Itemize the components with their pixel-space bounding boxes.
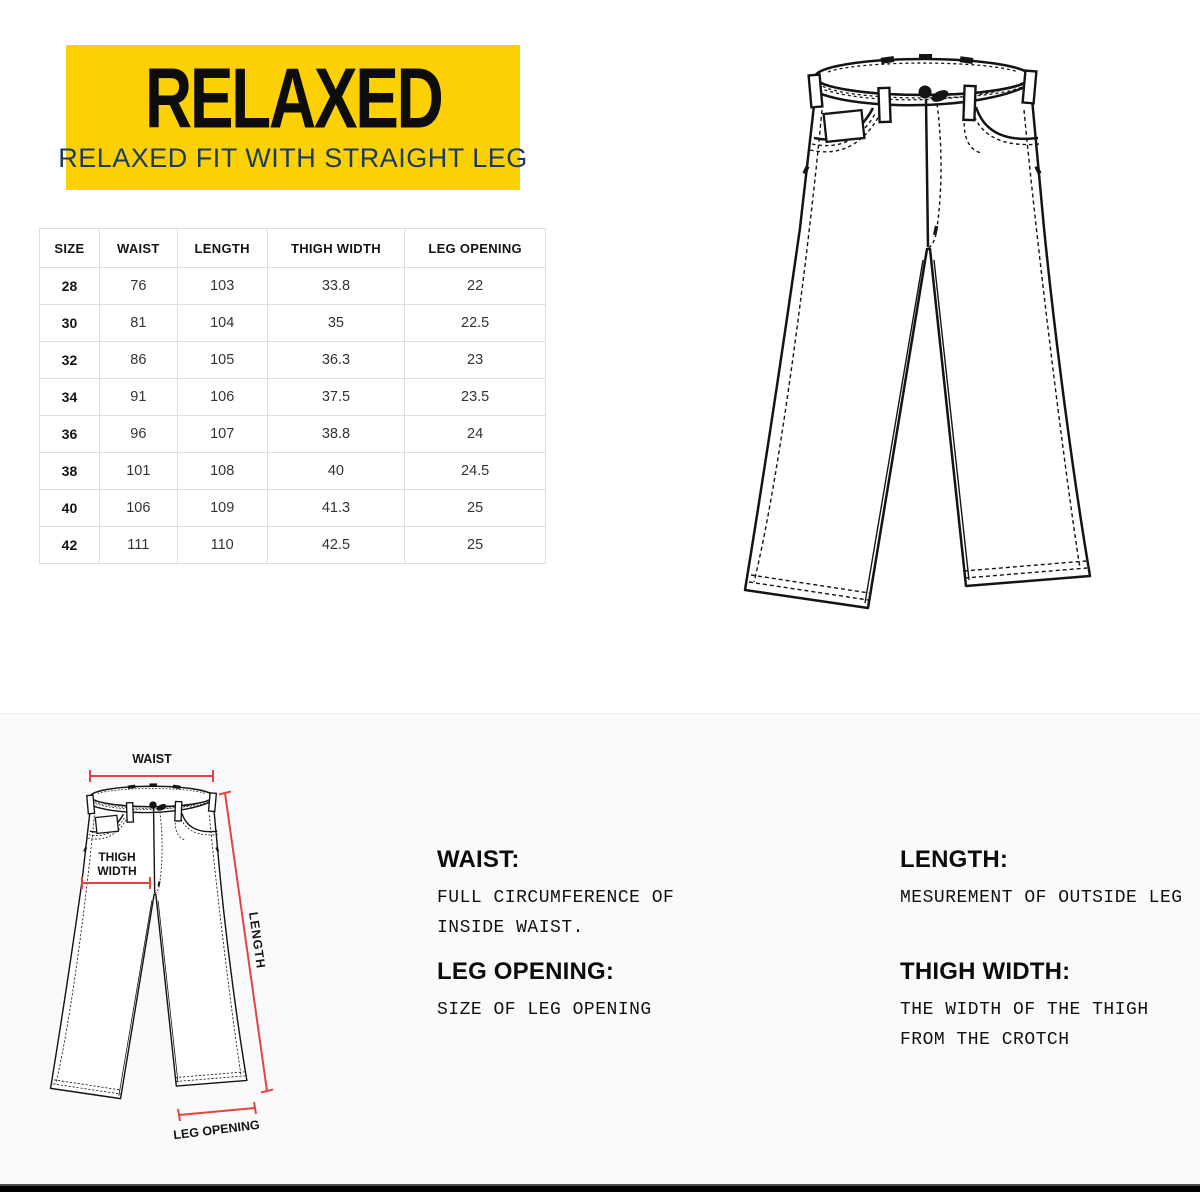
definition-description: SIZE OF LEG OPENING [437, 1000, 652, 1020]
banner-subtitle: RELAXED FIT WITH STRAIGHT LEG [58, 143, 528, 173]
definition-description: THE WIDTH OF THE THIGH FROM THE CROTCH [900, 1000, 1149, 1051]
definition-thigh-width [900, 958, 1155, 1055]
measurement-cell: 41.3 [267, 490, 405, 527]
column-header: SIZE [40, 229, 100, 268]
definition-length [900, 846, 1200, 913]
measurement-cell: 107 [177, 416, 267, 453]
measurement-cell: 96 [99, 416, 177, 453]
waist-arrow-label: WAIST [132, 752, 172, 766]
banner-title: RELAXED [144, 49, 442, 146]
size-table-header [40, 229, 546, 268]
size-cell: 28 [40, 268, 100, 305]
bottom-divider-bar [0, 1184, 1200, 1192]
waist-arrow [90, 770, 213, 782]
measurement-cell: 24.5 [405, 453, 546, 490]
measurement-cell: 81 [99, 305, 177, 342]
measurement-cell: 40 [267, 453, 405, 490]
measurement-cell: 106 [99, 490, 177, 527]
measurement-cell: 24 [405, 416, 546, 453]
table-row [40, 490, 546, 527]
definition-waist [437, 846, 687, 943]
size-cell: 30 [40, 305, 100, 342]
measurement-cell: 35 [267, 305, 405, 342]
measurement-guide-section [0, 713, 1200, 1192]
size-cell: 32 [40, 342, 100, 379]
table-row [40, 268, 546, 305]
table-row [40, 527, 546, 564]
size-cell: 42 [40, 527, 100, 564]
column-header: THIGH WIDTH [267, 229, 405, 268]
measurement-cell: 109 [177, 490, 267, 527]
jeans-technical-drawing [718, 48, 1118, 628]
column-header: WAIST [99, 229, 177, 268]
leg-opening-arrow-label: LEG OPENING [172, 1117, 261, 1143]
measurement-cell: 104 [177, 305, 267, 342]
definition-leg-opening [437, 958, 717, 1025]
measurement-cell: 37.5 [267, 379, 405, 416]
definition-term: LEG OPENING: [437, 958, 615, 985]
measurement-cell: 25 [405, 527, 546, 564]
measurement-cell: 22 [405, 268, 546, 305]
measurement-cell: 36.3 [267, 342, 405, 379]
measurement-cell: 105 [177, 342, 267, 379]
measurement-cell: 33.8 [267, 268, 405, 305]
measurement-cell: 42.5 [267, 527, 405, 564]
definition-description: FULL CIRCUMFERENCE OF INSIDE WAIST. [437, 888, 675, 939]
column-header: LEG OPENING [405, 229, 546, 268]
measurement-diagram [10, 731, 330, 1151]
size-cell: 40 [40, 490, 100, 527]
measurement-cell: 25 [405, 490, 546, 527]
measurement-cell: 91 [99, 379, 177, 416]
banner [58, 45, 528, 190]
measurement-cell: 101 [99, 453, 177, 490]
measurement-cell: 38.8 [267, 416, 405, 453]
table-row [40, 453, 546, 490]
size-cell: 38 [40, 453, 100, 490]
leg-opening-arrow [178, 1102, 256, 1121]
size-cell: 34 [40, 379, 100, 416]
table-row [40, 379, 546, 416]
measurement-cell: 106 [177, 379, 267, 416]
measurement-cell: 110 [177, 527, 267, 564]
measurement-cell: 86 [99, 342, 177, 379]
measurement-cell: 23.5 [405, 379, 546, 416]
measurement-cell: 103 [177, 268, 267, 305]
thigh-width-arrow [82, 877, 150, 889]
length-arrow-label: LENGTH [246, 911, 268, 970]
measurement-cell: 76 [99, 268, 177, 305]
size-cell: 36 [40, 416, 100, 453]
measurement-cell: 111 [99, 527, 177, 564]
measurement-cell: 22.5 [405, 305, 546, 342]
thigh-width-label-line2: WIDTH [97, 864, 137, 878]
definition-description: MESUREMENT OF OUTSIDE LEG [900, 888, 1183, 908]
definition-term: THIGH WIDTH: [900, 958, 1071, 985]
measurement-arrows-overlay [10, 731, 330, 1151]
definition-term: LENGTH: [900, 846, 1009, 873]
size-table [39, 228, 546, 564]
table-row [40, 305, 546, 342]
measurement-cell: 108 [177, 453, 267, 490]
table-row [40, 416, 546, 453]
thigh-width-label-line1: THIGH [98, 850, 136, 864]
measurement-cell: 23 [405, 342, 546, 379]
definition-term: WAIST: [437, 846, 520, 873]
table-row [40, 342, 546, 379]
column-header: LENGTH [177, 229, 267, 268]
